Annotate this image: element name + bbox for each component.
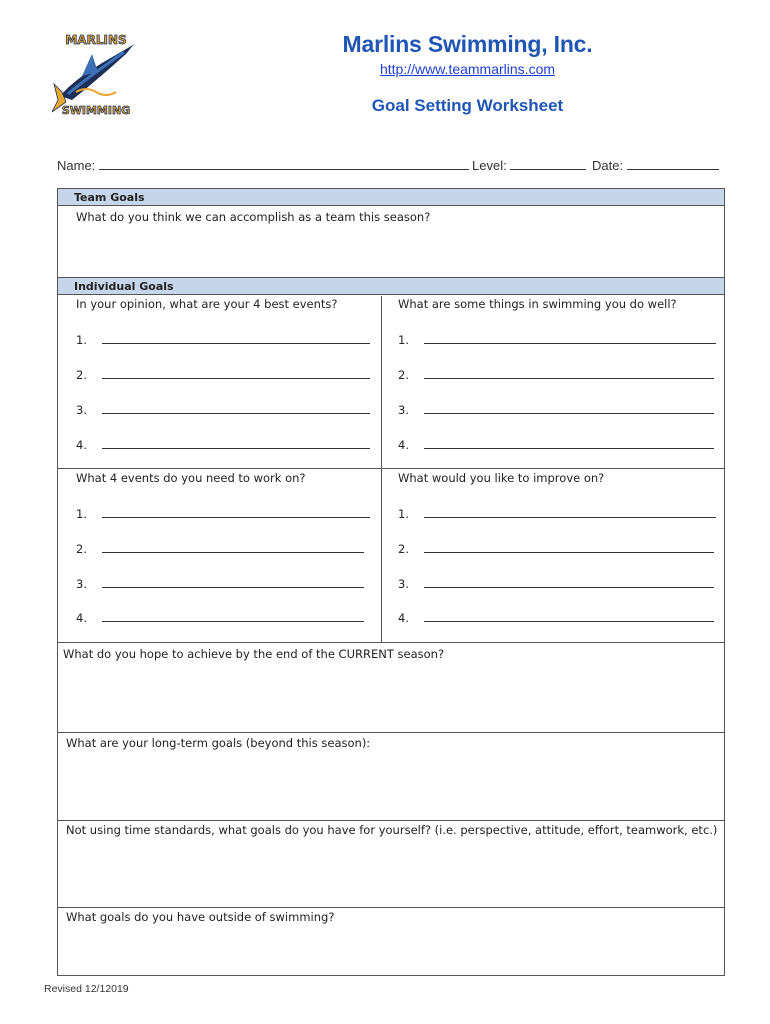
- do-well-1[interactable]: 1.: [398, 333, 716, 347]
- improve-2[interactable]: 2.: [398, 542, 714, 556]
- best-event-2[interactable]: 2.: [76, 368, 370, 382]
- marlins-swimming-logo: [52, 30, 140, 120]
- wave-icon: [76, 89, 116, 95]
- work-on-question: What 4 events do you need to work on?: [76, 471, 306, 485]
- work-on-4[interactable]: 4.: [76, 611, 364, 625]
- work-on-2[interactable]: 2.: [76, 542, 364, 556]
- team-goals-heading: Team Goals: [58, 189, 724, 206]
- improve-1[interactable]: 1.: [398, 507, 716, 521]
- level-field[interactable]: [472, 158, 586, 173]
- do-well-4[interactable]: 4.: [398, 438, 714, 452]
- org-url-link[interactable]: http://www.teammarlins.com: [379, 61, 556, 77]
- marlin-stripe-icon: [68, 52, 124, 94]
- date-label: Date:: [592, 158, 627, 173]
- logo-top-text: MARLINS: [65, 33, 127, 47]
- individual-goals-heading: Individual Goals: [58, 278, 724, 295]
- work-on-1[interactable]: 1.: [76, 507, 370, 521]
- team-goals-question: What do you think we can accomplish as a team this season?: [76, 210, 431, 224]
- improve-4[interactable]: 4.: [398, 611, 714, 625]
- date-field[interactable]: [592, 158, 719, 173]
- name-field[interactable]: [57, 158, 469, 173]
- improve-question: What would you like to improve on?: [398, 471, 605, 485]
- logo-bottom-text: SWIMMING: [61, 104, 131, 117]
- worksheet-form: [57, 188, 725, 976]
- work-on-3[interactable]: 3.: [76, 577, 364, 591]
- do-well-2[interactable]: 2.: [398, 368, 714, 382]
- best-events-question: In your opinion, what are your 4 best events?: [76, 297, 338, 311]
- revised-date: Revised 12/12019: [44, 983, 129, 995]
- current-season-answer-area[interactable]: [58, 663, 724, 731]
- name-label: Name:: [57, 158, 99, 173]
- best-event-3[interactable]: 3.: [76, 403, 370, 417]
- current-season-question: What do you hope to achieve by the end of the CURRENT season?: [63, 647, 445, 661]
- long-term-answer-area[interactable]: [58, 752, 724, 819]
- long-term-question: What are your long-term goals (beyond this season):: [66, 736, 371, 750]
- non-time-goals-question: Not using time standards, what goals do you have for yourself? (i.e. perspective, attitude, effort, teamwork, etc.): [66, 823, 718, 837]
- worksheet-title: Goal Setting Worksheet: [371, 96, 564, 115]
- best-event-4[interactable]: 4.: [76, 438, 370, 452]
- org-name: Marlins Swimming, Inc.: [342, 31, 593, 57]
- header: [300, 30, 635, 116]
- outside-goals-question: What goals do you have outside of swimming?: [66, 910, 335, 924]
- best-event-1[interactable]: 1.: [76, 333, 370, 347]
- do-well-3[interactable]: 3.: [398, 403, 714, 417]
- outside-goals-answer-area[interactable]: [58, 926, 724, 974]
- do-well-question: What are some things in swimming you do well?: [398, 297, 677, 311]
- improve-3[interactable]: 3.: [398, 577, 714, 591]
- team-goals-answer-area[interactable]: [58, 225, 724, 277]
- non-time-goals-answer-area[interactable]: [58, 839, 724, 906]
- level-label: Level:: [472, 158, 511, 173]
